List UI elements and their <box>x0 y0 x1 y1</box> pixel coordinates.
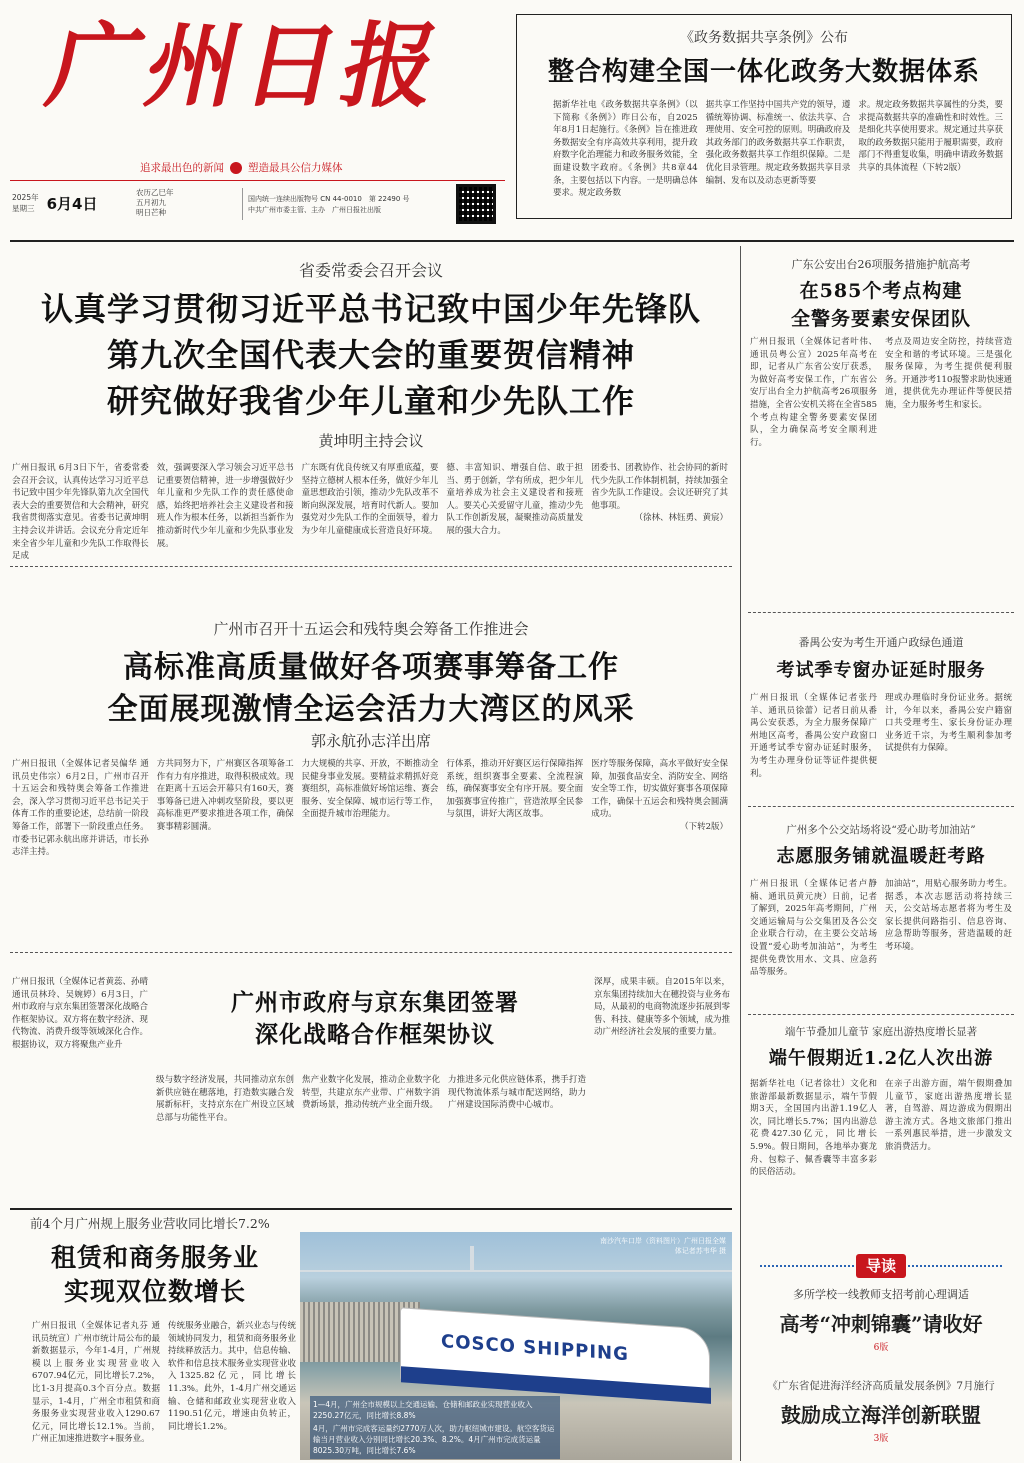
guide-item-2-title: 鼓励成立海洋创新联盟 <box>781 1403 981 1427</box>
lunar-date <box>136 188 174 218</box>
top-story-kicker: 《政务数据共享条例》公布 <box>680 30 848 46</box>
publication-info <box>248 194 410 216</box>
services-body <box>32 1320 296 1460</box>
security-headline-line-2: 全警务要素安保团队 <box>790 308 971 330</box>
jd-body <box>156 1074 586 1196</box>
jd-headline-line-2: 深化战略合作框架协议 <box>255 1021 495 1048</box>
top-story <box>516 14 1012 219</box>
games-col-5 <box>591 758 728 934</box>
volunteer-headline: 志愿服务铺就温暖赶考路 <box>776 846 986 867</box>
top-story-col-3: 求。规定政务数据共享属性的分类，要求提高数据共享的准确性和时效性。三是细化共享使用要求。规定通过共享获取的政务数据只能用于履职需要，政府部门不得重复收集，明确申请政务数据共享的具体流程（下转2版） <box>858 100 1004 173</box>
bridge <box>300 1270 732 1272</box>
lead-col-5 <box>591 462 728 556</box>
guide-item-1-page: 6版 <box>873 1343 889 1353</box>
huji-col-2: 理或办理临时身份证业务。据统计，今年以来，番禺公安户籍窗口共受理考生、家长身份证办理业务近千宗，为考生顺利参加考试提供有力保障。 <box>885 693 1012 754</box>
lead-credit: （徐林、林钰勇、黄宸） <box>634 513 728 524</box>
jd-headline-line-1: 广州市政府与京东集团签署 <box>231 989 519 1016</box>
lead-col-5-text: 团委书、团教协作、社会协同的新时代少先队工作体制机制，持续加强全省少先队工作建设。会议还研究了其他事项。 <box>591 463 728 511</box>
jd-col-3: 焦产业数字化发展，推动企业数字化转型，共建京东产业带、广州数字消费新场景，推动传统产业全面升级。 <box>302 1075 440 1111</box>
security-headline-line-1: 在585个考点构建 <box>799 280 963 302</box>
guide-item-2-page: 3版 <box>873 1434 889 1444</box>
slogan-part-2: 塑造最具公信力媒体 <box>248 162 343 174</box>
huji-kicker: 番禺公安为考生开通户政绿色通道 <box>798 636 964 649</box>
lead-kicker: 省委常委会召开会议 <box>298 261 443 280</box>
jd-col-4: 力推进多元化供应链体系，携手打造现代物流体系与城市配送网络，助力广州建设国际消费中心城市。 <box>448 1075 586 1111</box>
photo-credit: 南沙汽车口岸（资料图片）广州日报全媒体记者苏韦华 摄 <box>600 1237 726 1255</box>
games-body <box>12 758 728 934</box>
jd-col-1: 广州日报讯（全媒体记者黄蕊、孙晴 通讯员林玲、吴婉婷）6月3日，广州市政府与京东集团签署深化战略合作框架协议。双方将在数字经济、现代物流、消费升级等领域深化合作。根据协议，双方将聚焦产业升 <box>12 977 149 1050</box>
issue-date: 6月4日 <box>46 194 98 213</box>
slogan-part-1: 追求最出色的新闻 <box>140 162 224 174</box>
cn-number: 国内统一连续出版物号 CN 44-0010 <box>248 195 362 203</box>
top-story-col-1: 据新华社电《政务数据共享条例》（以下简称《条例》）昨日公布，自2025年8月1日起施行。《条例》旨在推进政务数据安全有序高效共享利用，提升政府数字化治理能力和政务服务效能，全面建设数字政府。《条例》共8章44条，主要包括以下内容。一是明确总体要求。规定政务数 <box>553 100 698 199</box>
jd-col-2: 级与数字经济发展，共同推动京东创新供应链在穗落地，打造数实融合发展新标杆，支持京东在广州设立区域总部与功能性平台。 <box>156 1075 294 1123</box>
volunteer-body <box>750 878 1012 1006</box>
lead-byline: 黄坤明主持会议 <box>318 432 424 450</box>
guide-item-1[interactable] <box>748 1286 1014 1353</box>
flame-icon <box>230 162 242 174</box>
guide-item-1-kicker: 多所学校一线教师支招考前心理调适 <box>793 1288 969 1301</box>
volunteer-col-2: 加油站”，用贴心服务助力考生。据悉，本次志愿活动将持续三天，公交站场志愿者将为考生及家长提供问路指引、信息咨询、应急帮助等服务，营造温暖的赶考环境。 <box>885 879 1012 952</box>
games-story <box>10 570 732 940</box>
security-col-2: 考点及周边安全防控，持续营造安全和谐的考试环境。三是强化服务保障，为考生提供便利服务。开通涉考110报警求助快速通道，提供优先办理证件等便民措施，全力服务考生和家长。 <box>885 337 1012 410</box>
games-col-4: 行体系，推动开好赛区运行保障指挥系统，组织赛事全要素、全流程演练，确保赛事安全有序开展。要全面加强赛事宣传推广，营造浓厚全民参与氛围，讲好大湾区故事。 <box>446 759 584 820</box>
games-headline-line-2: 全面展现激情全运会活力大湾区的风采 <box>107 692 635 727</box>
issue-date-block <box>12 192 97 214</box>
guide-box <box>748 1248 1014 1460</box>
lead-col-4: 德、丰富知识、增强自信、敢于担当、勇于创新，学有所成，把少年儿童培养成为社会主义建设者和接班人。要关心关爱留守儿童，推动少先队工作创新发展，凝聚推动高质量发展的强大合力。 <box>446 463 584 536</box>
lead-body <box>12 462 728 562</box>
jd-story <box>10 956 732 1204</box>
photo-caption <box>310 1396 560 1459</box>
huji-col-1: 广州日报讯（全媒体记者张丹羊、通讯员徐蕾）记者日前从番禺公安获悉，为全力服务保障广州地区高考，番禺公安户政窗口开通考试季专窗办证延时服务，为考生办理身份证等证件提供便利。 <box>750 693 877 779</box>
issue-number: 第 22490 号 <box>368 195 410 203</box>
cosco-ship <box>400 1307 710 1403</box>
bridge-tower <box>470 1246 474 1272</box>
games-jump: （下转2版） <box>680 821 728 832</box>
issue-weekday: 星期三 <box>12 204 35 213</box>
lunar-year: 农历乙巳年 <box>136 188 174 197</box>
security-col-1: 广州日报讯（全媒体记者叶伟、通讯员粤公宣）2025年高考在即，记者从广东省公安厅获悉，为做好高考安保工作，广东省公安厅出台全力护航高考26项服务措施，全省公安机关将在全省585个考点构建全警务要素安保团队，全力确保高考安全顺利进行。 <box>750 337 877 448</box>
guide-item-1-title: 高考“冲刺锦囊”请收好 <box>779 1312 983 1336</box>
dragonboat-col-1: 据新华社电（记者徐壮）文化和旅游部最新数据显示，端午节假期3天，全国国内出游1.19亿人次，同比增长5.7%；国内出游总花费427.30亿元，同比增长5.9%。假日期间，各地举办赛龙舟、包粽子、佩香囊等丰富多彩的民俗活动。 <box>750 1079 877 1178</box>
dragonboat-col-2: 在亲子出游方面，端午假期叠加儿童节，家庭出游热度增长显著，自驾游、周边游成为假期出游主流方式。各地文旅部门推出一系列惠民举措，进一步激发文旅消费活力。 <box>885 1079 1012 1152</box>
sidebar-huji <box>748 616 1014 802</box>
top-story-body <box>553 99 1003 211</box>
newspaper-logo: 广州日报 <box>38 12 454 120</box>
games-kicker: 广州市召开十五运会和残特奥会筹备工作推进会 <box>213 620 529 638</box>
lead-col-2: 效，强调要深入学习领会习近平总书记重要贺信精神，进一步增强做好少年儿童和少先队工作的责任感使命感，始终把培养社会主义建设者和接班人作为根本任务，以新担当新作为推动新时代少年儿童和少先队事业发展。 <box>156 463 294 549</box>
huji-body <box>750 692 1012 798</box>
services-col-1: 广州日报讯（全媒体记者丸芬 通讯员统宣）广州市统计局公布的最新数据显示，今年1-4月，广州规模以上服务业实现营业收入6707.94亿元，同比增长7.2%，比1-3月提高0.3个百分点。数据显示，1-4月，广州全市租赁和商务服务业实现营业收入1290.67亿元，同比增长12.1%。当前，广州正加速推进数字+服务业。 <box>32 1321 160 1445</box>
dragonboat-body <box>750 1078 1012 1240</box>
services-headline-line-1: 租赁和商务服务业 <box>50 1243 259 1272</box>
photo-caption-1: 1—4月，广州全市规模以上交通运输、仓储和邮政业实现营业收入2250.27亿元，同比增长8.8% <box>313 1400 533 1420</box>
services-headline-line-2: 实现双位数增长 <box>63 1277 246 1306</box>
lead-col-1: 广州日报讯 6月3日下午，省委常委会召开会议，认真传达学习习近平总书记致中国少年先锋队第九次全国代表大会的重要贺信和大会精神，研究我省贯彻落实意见。省委书记黄坤明主持会议并讲话。会议充分肯定近年来全省少年儿童和少先队工作取得长足成 <box>12 463 149 562</box>
dragonboat-headline: 端午假期近1.2亿人次出游 <box>768 1048 994 1069</box>
slogan <box>140 160 343 175</box>
lead-col-3: 广东既有优良传统又有厚重底蕴，要坚持立德树人根本任务，做好少年儿童思想政治引领，推动少先队改革不断向纵深发展，培育时代新人。要加强党对少先队工作的全面领导，着力为少年儿童健康成长营造良好环境。 <box>301 463 439 536</box>
dragonboat-kicker: 端午节叠加儿童节 家庭出游热度增长显著 <box>784 1026 978 1038</box>
lead-story <box>10 246 732 562</box>
ship-name: COSCO SHIPPING <box>441 1331 629 1366</box>
top-story-headline: 整合构建全国一体化政务大数据体系 <box>547 57 980 87</box>
guide-item-2[interactable] <box>748 1378 1014 1444</box>
solar-term: 明日芒种 <box>136 208 166 217</box>
games-byline: 郭永航孙志洋出席 <box>310 732 431 750</box>
qr-code[interactable] <box>456 184 496 224</box>
services-story <box>10 1212 300 1462</box>
sponsor-line: 中共广州市委主管、主办 广州日报社出版 <box>248 206 381 214</box>
volunteer-kicker: 广州多个公交站场将设“爱心助考加油站” <box>786 824 976 836</box>
lead-headline-line-2: 第九次全国代表大会的重要贺信精神 <box>106 336 635 374</box>
port-photo <box>300 1232 732 1460</box>
photo-caption-2: 4月，广州市完成客运量约2770万人次，助力枢纽城市建设。航空客货运输当月营业收入分别同比增长20.3%、8.2%。4月广州市完成货运量8025.30万吨，同比增长7.6% <box>313 1424 555 1455</box>
jd-col-5: 深厚，成果丰硕。自2015年以来，京东集团持续加大在穗投资与业务布局，从最初的电商物流逐步拓展到零售、科技、健康等多个领域，成为推动广州经济社会发展的重要力量。 <box>594 977 731 1038</box>
top-story-col-2: 据共享工作坚持中国共产党的领导，遵循统筹协调、标准统一、依法共享、合理使用、安全可控的原则。明确政府及其政务部门的政务数据共享工作职责，强化政务数据共享工作组织保障。二是优化目录管理。规定政务数据共享目录编制、发布以及动态更新等要 <box>705 100 851 186</box>
lead-headline-line-1: 认真学习贯彻习近平总书记致中国少年先锋队 <box>40 290 701 328</box>
security-kicker: 广东公安出台26项服务措施护航高考 <box>791 258 971 271</box>
games-col-5-text: 医疗等服务保障，高水平做好安全保障，加强食品安全、消防安全、网络安全等工作，切实做好赛事各项保障工作，确保十五运会和残特奥会圆满成功。 <box>591 759 728 820</box>
games-col-1: 广州日报讯（全媒体记者吴偏华 通讯员史伟宗）6月2日，广州市召开十五运会和残特奥会筹备工作推进会，深入学习贯彻习近平总书记关于体育工作的重要论述，总结前一阶段筹备工作，部署下一阶段重点任务。市委书记郭永航出席并讲话，市长孙志洋主持。 <box>12 759 149 858</box>
lead-headline-line-3: 研究做好我省少年儿童和少先队工作 <box>106 382 635 420</box>
guide-label: 导读 <box>856 1254 906 1278</box>
masthead <box>0 0 505 225</box>
sidebar-security <box>748 248 1014 608</box>
huji-headline: 考试季专窗办证延时服务 <box>776 660 986 681</box>
games-col-2: 方共同努力下，广州赛区各项筹备工作有力有序推进，取得积极成效。现在距离十五运会开幕只有160天，赛事筹备已进入冲刺攻坚阶段，要以更高标准更严要求推进各项工作，确保赛事精彩圆满。 <box>156 759 294 832</box>
lunar-day: 五月初九 <box>136 198 166 207</box>
games-headline-line-1: 高标准高质量做好各项赛事筹备工作 <box>123 650 619 685</box>
sidebar-volunteer <box>748 810 1014 1010</box>
services-col-2: 传统服务业融合，新兴业态与传统领域协同发力，租赁和商务服务业持续释放活力。其中，信息传输、软件和信息技术服务业实现营业收入1325.82亿元，同比增长11.3%。此外，1-4月广州交通运输、仓储和邮政业实现营业收入1190.51亿元，增速由负转正，同比增长1.2%。 <box>168 1321 296 1432</box>
services-kicker: 前4个月广州规上服务业营收同比增长7.2% <box>30 1216 270 1231</box>
volunteer-col-1: 广州日报讯（全媒体记者卢静楠、通讯员黄元庚）日前，记者了解到，2025年高考期间，广州交通运输局与公交集团及各公交企业联合行动，在主要公交站场设置“爱心助考加油站”，为考生提供免费饮用水、文具、应急药品等服务。 <box>750 879 877 978</box>
issue-year: 2025年 <box>12 193 39 202</box>
games-col-3: 力大规模的共享、开放，不断推动全民健身事业发展。要精益求精抓好竞赛组织，高标准做好场馆运维、赛会服务、安全保障、城市运行等工作，全面提升城市治理能力。 <box>301 759 439 820</box>
guide-item-2-kicker: 《广东省促进海洋经济高质量发展条例》7月施行 <box>767 1380 995 1392</box>
security-body <box>750 336 1012 604</box>
sidebar-dragonboat <box>748 1018 1014 1244</box>
